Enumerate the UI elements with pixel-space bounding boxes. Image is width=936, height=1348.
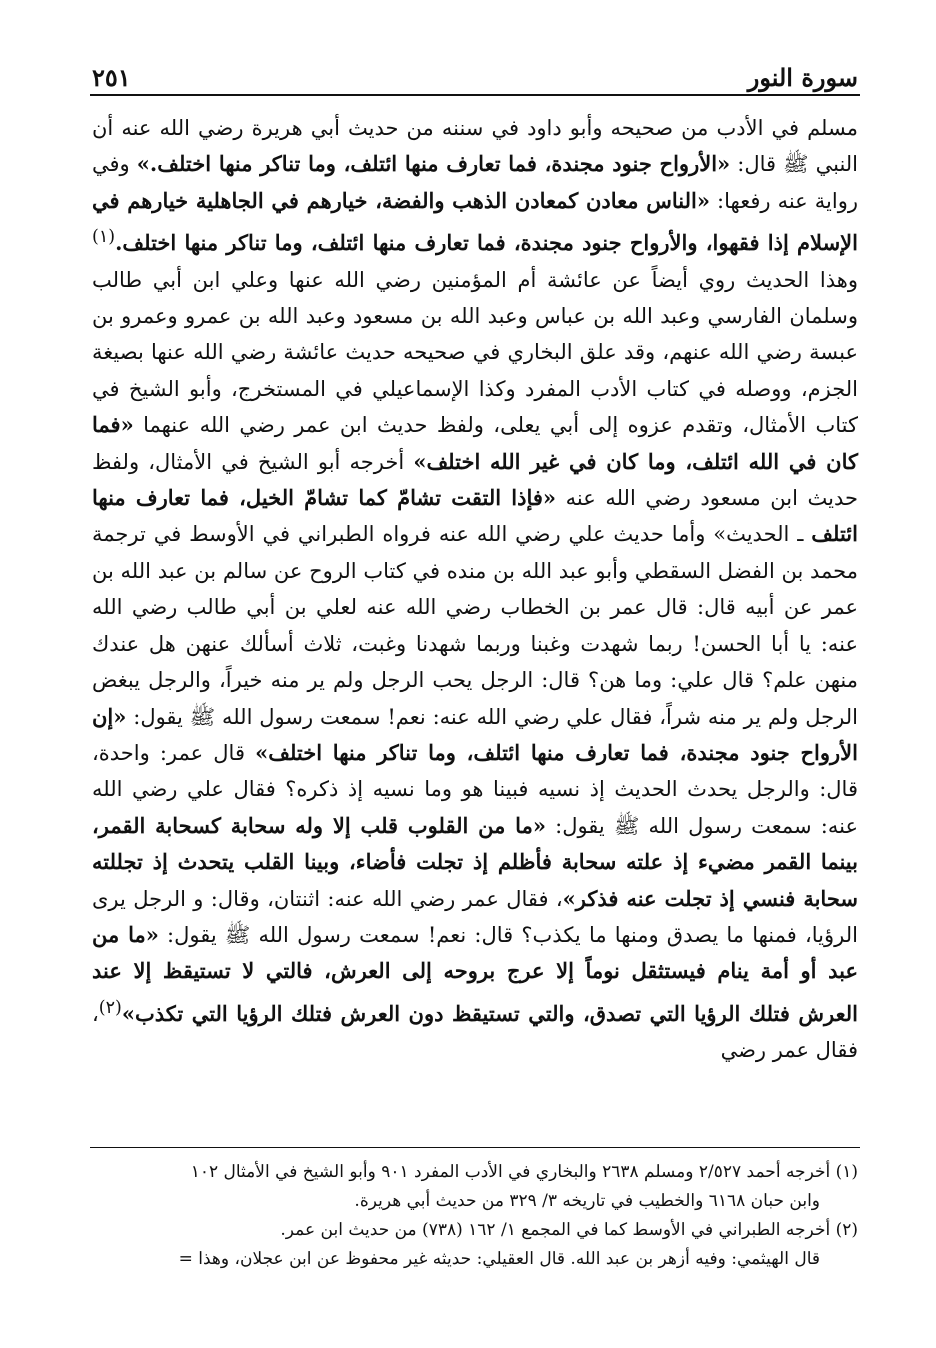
footnote-1-continued: وابن حبان ٦١٦٨ والخطيب في تاريخه ٣/ ٣٢٩ من حديث أبي هريرة. <box>354 1191 820 1211</box>
text-run: مسلم في الأدب من صحيحه وأبو داود في سننه من حديث أبي هريرة رضي الله عنه أن النبي ﷺ قال: <box>92 116 859 177</box>
text-run: ، فقال عمر رضي <box>92 1001 858 1063</box>
text-run: ـ الحديث» وأما حديث علي رضي الله عنه فرواه الطبراني في الأوسط في ترجمة محمد بن الفضل السقطي وأبو عبد الله بن منده في كتاب الروح عن سالم بن عبد الله بن عمر عن أبيه قال: قال عمر بن الخطاب رضي الله عنه لعلي بن أبي طالب رضي الله عنه: يا أبا الحسن! ربما شهدت وغبنا وربما شهدنا وغبت، ثلاث أسألك عنهن هل عندك منهن علم؟ قال علي: وما هن؟ قال: الرجل يحب الرجل ولم ير منه خيراً، والرجل يبغض الرجل ولم ير منه شراً، فقال علي رضي الله عنه: نعم! سمعت رسول الله ﷺ يقول: <box>92 522 858 729</box>
hadith-quote: «ما من القلوب قلب إلا وله سحابة كسحابة القمر، بينما القمر مضيء إذ علته سحابة فأظلم إذ تجلت فأضاء، وبينا القلب يتحدث إذ تجللته سحابة فنسي إذ تجلت عنه فذكر» <box>92 812 858 911</box>
header-divider <box>90 94 860 96</box>
text-run: قال عمر: واحدة، قال: والرجل يحدث الحديث إذ نسيه فبينا هو وما نسيه إذ ذكره؟ فقال علي رضي الله عنه: سمعت رسول الله ﷺ يقول: <box>92 740 858 838</box>
main-text <box>92 110 858 1069</box>
text-run: وهذا الحديث روي أيضاً عن عائشة أم المؤمنين رضي الله عنها وعلي ابن أبي طالب وسلمان الفارسي وعبد الله بن عباس وعبد الله بن مسعود وعبد الله بن عمرو وعمرو بن عبسة رضي الله عنهم، وقد علق البخاري في صحيحه حديث عائشة رضي الله عنها بصيغة الجزم، ووصله في كتاب الأدب المفرد وكذا الإسماعيلي في المستخرج، وأبو الشيخ في كتاب الأمثال، وتقدم عزوه إلى أبي يعلى، ولفظ حديث ابن عمر رضي الله عنهما <box>92 267 858 438</box>
hadith-quote: «فما كان في الله ائتلف، وما كان في غير الله اختلف» <box>92 412 858 474</box>
page-header <box>92 58 858 92</box>
hadith-quote: «الأرواح جنود مجندة، فما تعارف منها ائتلف، وما تناكر منها اختلف.» <box>136 151 731 177</box>
hadith-quote: «فإذا التقت تشامّ كما تشامّ الخيل، فما تعارف منها ائتلف <box>92 485 858 547</box>
text-run: وفي رواية عنه رفعها: <box>92 152 858 213</box>
footnote-divider <box>90 1147 860 1148</box>
footnote-ref: (١) <box>92 227 116 248</box>
footnote-ref: (٢) <box>98 997 122 1018</box>
body-paragraph <box>92 110 858 1069</box>
footnote-2: (٢) أخرجه الطبراني في الأوسط كما في المجمع ١/ ١٦٢ (٧٣٨) من حديث ابن عمر. <box>280 1220 858 1240</box>
footnotes <box>92 1158 858 1274</box>
footnote-1: (١) أخرجه أحمد ٢/٥٢٧ ومسلم ٢٦٣٨ والبخاري في الأدب المفرد ٩٠١ وأبو الشيخ في الأمثال ١٠٢ <box>190 1162 858 1182</box>
text-run: أخرجه أبو الشيخ في الأمثال، ولفظ حديث ابن مسعود رضي الله عنه <box>92 449 858 511</box>
hadith-quote: «ما من عبد أو أمة ينام فيستثقل نوماً إلا عرج بروحه إلى العرش، فالتي لا تستيقظ إلا عند العرش فتلك الرؤيا التي تصدق، والتي تستيقظ دون العرش فتلك الرؤيا التي تكذب» <box>92 921 858 1026</box>
hadith-quote: «إن الأرواح جنود مجندة، فما تعارف منها ائتلف، وما تناكر منها اختلف» <box>92 703 858 765</box>
running-title: سورة النور <box>747 63 858 92</box>
page-number: ٢٥١ <box>92 63 131 92</box>
hadith-quote: «الناس معادن كمعادن الذهب والفضة، خيارهم في الجاهلية خيارهم في الإسلام إذا فقهوا، والأرواح جنود مجندة، فما تعارف منها ائتلف، وما تناكر منها اختلف. <box>92 187 858 256</box>
footnote-2-continued: قال الهيثمي: وفيه أزهر بن عبد الله. قال العقيلي: حديثه غير محفوظ عن ابن عجلان، وهذا = <box>178 1249 820 1269</box>
text-run: ، فقال عمر رضي الله عنه: اثنتان، وقال: و الرجل يرى الرؤيا، فمنها ما يصدق ومنها ما يكذب؟ قال: نعم! سمعت رسول الله ﷺ يقول: <box>92 886 858 947</box>
